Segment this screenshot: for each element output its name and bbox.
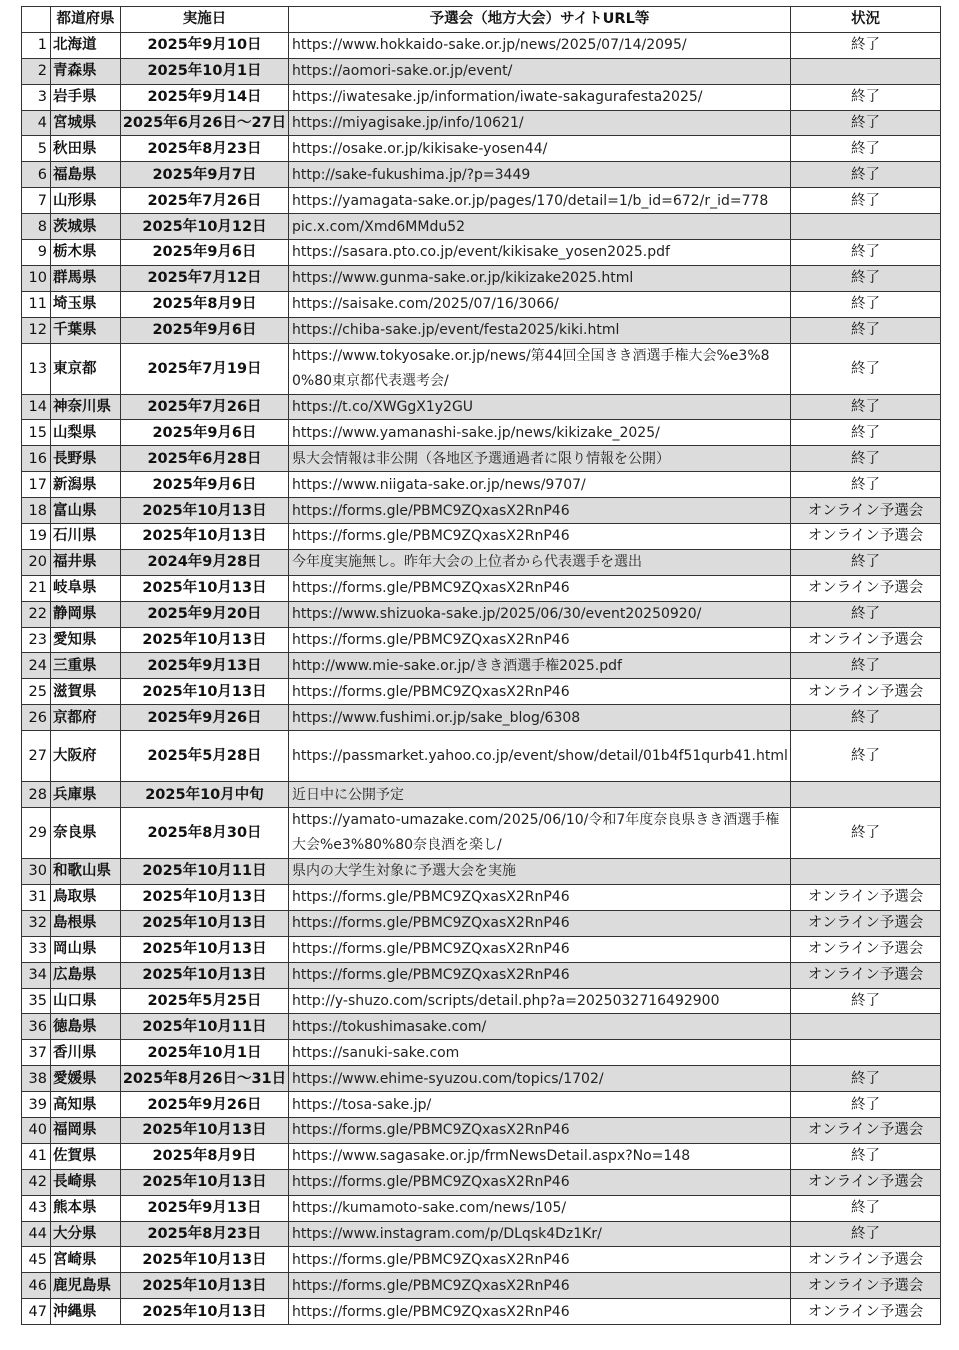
date-cell: 2025年8月30日 bbox=[121, 808, 289, 859]
table-row bbox=[22, 32, 941, 58]
prefecture-cell: 青森県 bbox=[51, 58, 121, 84]
url-cell: 近日中に公開予定 bbox=[289, 782, 791, 808]
status-cell: 終了 bbox=[791, 32, 941, 58]
row-number: 5 bbox=[22, 136, 51, 162]
row-number: 18 bbox=[22, 498, 51, 524]
status-cell: オンライン予選会 bbox=[791, 575, 941, 601]
date-cell: 2025年7月26日 bbox=[121, 188, 289, 214]
row-number: 21 bbox=[22, 575, 51, 601]
url-cell: https://sasara.pto.co.jp/event/kikisake_yosen2025.pdf bbox=[289, 240, 791, 266]
date-cell: 2025年9月26日 bbox=[121, 705, 289, 731]
date-cell: 2025年10月13日 bbox=[121, 962, 289, 988]
status-cell bbox=[791, 782, 941, 808]
date-cell: 2025年6月28日 bbox=[121, 446, 289, 472]
row-number: 44 bbox=[22, 1221, 51, 1247]
table-row bbox=[22, 1221, 941, 1247]
status-cell: オンライン予選会 bbox=[791, 884, 941, 910]
prefecture-cell: 岡山県 bbox=[51, 936, 121, 962]
table-row bbox=[22, 1247, 941, 1273]
status-cell bbox=[791, 859, 941, 885]
url-cell: https://chiba-sake.jp/event/festa2025/kiki.html bbox=[289, 317, 791, 343]
row-number: 42 bbox=[22, 1169, 51, 1195]
table-row bbox=[22, 317, 941, 343]
row-number: 36 bbox=[22, 1014, 51, 1040]
date-cell: 2025年5月25日 bbox=[121, 988, 289, 1014]
table-row bbox=[22, 1169, 941, 1195]
status-cell: オンライン予選会 bbox=[791, 1169, 941, 1195]
row-number: 16 bbox=[22, 446, 51, 472]
prefecture-cell: 熊本県 bbox=[51, 1195, 121, 1221]
date-cell: 2025年9月6日 bbox=[121, 317, 289, 343]
date-cell: 2025年9月20日 bbox=[121, 601, 289, 627]
date-cell: 2025年9月6日 bbox=[121, 240, 289, 266]
prefecture-cell: 北海道 bbox=[51, 32, 121, 58]
status-cell bbox=[791, 1014, 941, 1040]
status-cell: 終了 bbox=[791, 472, 941, 498]
date-cell: 2025年10月12日 bbox=[121, 214, 289, 240]
row-number: 23 bbox=[22, 627, 51, 653]
url-cell: https://yamagata-sake.or.jp/pages/170/detail=1/b_id=672/r_id=778 bbox=[289, 188, 791, 214]
table-row bbox=[22, 1066, 941, 1092]
table-row bbox=[22, 265, 941, 291]
url-cell: https://forms.gle/PBMC9ZQxasX2RnP46 bbox=[289, 1299, 791, 1325]
status-cell: 終了 bbox=[791, 265, 941, 291]
prefecture-cell: 石川県 bbox=[51, 524, 121, 550]
date-cell: 2025年10月13日 bbox=[121, 679, 289, 705]
status-cell: 終了 bbox=[791, 446, 941, 472]
status-cell: 終了 bbox=[791, 705, 941, 731]
prefecture-cell: 岩手県 bbox=[51, 84, 121, 110]
table-row bbox=[22, 343, 941, 394]
url-cell: 県大会情報は非公開（各地区予選通過者に限り情報を公開） bbox=[289, 446, 791, 472]
prefecture-cell: 神奈川県 bbox=[51, 394, 121, 420]
prefecture-cell: 山梨県 bbox=[51, 420, 121, 446]
table-row bbox=[22, 58, 941, 84]
row-number: 1 bbox=[22, 32, 51, 58]
prefecture-cell: 静岡県 bbox=[51, 601, 121, 627]
table-row bbox=[22, 936, 941, 962]
url-cell: https://forms.gle/PBMC9ZQxasX2RnP46 bbox=[289, 1247, 791, 1273]
row-number: 37 bbox=[22, 1040, 51, 1066]
date-cell: 2025年9月10日 bbox=[121, 32, 289, 58]
date-cell: 2025年5月28日 bbox=[121, 731, 289, 782]
row-number: 30 bbox=[22, 859, 51, 885]
prefecture-cell: 福井県 bbox=[51, 549, 121, 575]
status-cell: 終了 bbox=[791, 110, 941, 136]
status-cell: 終了 bbox=[791, 1143, 941, 1169]
table-row bbox=[22, 240, 941, 266]
date-cell: 2025年7月19日 bbox=[121, 343, 289, 394]
row-number: 12 bbox=[22, 317, 51, 343]
status-cell: 終了 bbox=[791, 240, 941, 266]
date-cell: 2025年8月9日 bbox=[121, 291, 289, 317]
prefecture-cell: 長野県 bbox=[51, 446, 121, 472]
table-row bbox=[22, 601, 941, 627]
url-cell: https://forms.gle/PBMC9ZQxasX2RnP46 bbox=[289, 1117, 791, 1143]
row-number: 43 bbox=[22, 1195, 51, 1221]
row-number: 11 bbox=[22, 291, 51, 317]
date-cell: 2025年10月中旬 bbox=[121, 782, 289, 808]
prefecture-cell: 広島県 bbox=[51, 962, 121, 988]
prefecture-cell: 愛媛県 bbox=[51, 1066, 121, 1092]
url-cell: https://www.niigata-sake.or.jp/news/9707/ bbox=[289, 472, 791, 498]
row-number: 47 bbox=[22, 1299, 51, 1325]
date-cell: 2025年10月13日 bbox=[121, 1247, 289, 1273]
row-number: 3 bbox=[22, 84, 51, 110]
qualifier-table bbox=[21, 6, 941, 1325]
url-cell: https://www.sagasake.or.jp/frmNewsDetail.aspx?No=148 bbox=[289, 1143, 791, 1169]
prefecture-cell: 栃木県 bbox=[51, 240, 121, 266]
status-cell: 終了 bbox=[791, 188, 941, 214]
date-cell: 2025年8月26日～31日 bbox=[121, 1066, 289, 1092]
url-cell: https://forms.gle/PBMC9ZQxasX2RnP46 bbox=[289, 962, 791, 988]
table-row bbox=[22, 188, 941, 214]
date-cell: 2025年9月6日 bbox=[121, 420, 289, 446]
status-cell: 終了 bbox=[791, 1195, 941, 1221]
status-cell: 終了 bbox=[791, 549, 941, 575]
url-cell: https://forms.gle/PBMC9ZQxasX2RnP46 bbox=[289, 575, 791, 601]
url-cell: https://forms.gle/PBMC9ZQxasX2RnP46 bbox=[289, 936, 791, 962]
row-number: 4 bbox=[22, 110, 51, 136]
table-row bbox=[22, 782, 941, 808]
status-cell bbox=[791, 58, 941, 84]
table-row bbox=[22, 549, 941, 575]
table-row bbox=[22, 653, 941, 679]
status-cell bbox=[791, 214, 941, 240]
row-number: 20 bbox=[22, 549, 51, 575]
header-url: 予選会（地方大会）サイトURL等 bbox=[289, 7, 791, 33]
row-number: 32 bbox=[22, 910, 51, 936]
row-number: 15 bbox=[22, 420, 51, 446]
row-number: 27 bbox=[22, 731, 51, 782]
row-number: 40 bbox=[22, 1117, 51, 1143]
status-cell: 終了 bbox=[791, 136, 941, 162]
table-row bbox=[22, 731, 941, 782]
row-number: 7 bbox=[22, 188, 51, 214]
date-cell: 2025年10月1日 bbox=[121, 1040, 289, 1066]
table-row bbox=[22, 394, 941, 420]
url-cell: https://miyagisake.jp/info/10621/ bbox=[289, 110, 791, 136]
url-cell: http://www.mie-sake.or.jp/きき酒選手権2025.pdf bbox=[289, 653, 791, 679]
row-number: 31 bbox=[22, 884, 51, 910]
header-prefecture: 都道府県 bbox=[51, 7, 121, 33]
prefecture-cell: 宮崎県 bbox=[51, 1247, 121, 1273]
table-row bbox=[22, 136, 941, 162]
url-cell: https://tokushimasake.com/ bbox=[289, 1014, 791, 1040]
row-number: 6 bbox=[22, 162, 51, 188]
status-cell: 終了 bbox=[791, 653, 941, 679]
row-number: 17 bbox=[22, 472, 51, 498]
prefecture-cell: 秋田県 bbox=[51, 136, 121, 162]
prefecture-cell: 山形県 bbox=[51, 188, 121, 214]
url-cell: https://kumamoto-sake.com/news/105/ bbox=[289, 1195, 791, 1221]
row-number: 9 bbox=[22, 240, 51, 266]
prefecture-cell: 滋賀県 bbox=[51, 679, 121, 705]
row-number: 29 bbox=[22, 808, 51, 859]
date-cell: 2025年9月6日 bbox=[121, 472, 289, 498]
prefecture-cell: 鹿児島県 bbox=[51, 1273, 121, 1299]
table-row bbox=[22, 1273, 941, 1299]
row-number: 13 bbox=[22, 343, 51, 394]
table-row bbox=[22, 1014, 941, 1040]
prefecture-cell: 富山県 bbox=[51, 498, 121, 524]
table-row bbox=[22, 291, 941, 317]
url-cell: https://passmarket.yahoo.co.jp/event/show/detail/01b4f51qurb41.html bbox=[289, 731, 791, 782]
status-cell: オンライン予選会 bbox=[791, 936, 941, 962]
url-cell: https://forms.gle/PBMC9ZQxasX2RnP46 bbox=[289, 498, 791, 524]
status-cell: 終了 bbox=[791, 601, 941, 627]
row-number: 45 bbox=[22, 1247, 51, 1273]
table-row bbox=[22, 1299, 941, 1325]
table-row bbox=[22, 214, 941, 240]
date-cell: 2025年10月13日 bbox=[121, 524, 289, 550]
table-row bbox=[22, 446, 941, 472]
prefecture-cell: 兵庫県 bbox=[51, 782, 121, 808]
row-number: 24 bbox=[22, 653, 51, 679]
prefecture-cell: 長崎県 bbox=[51, 1169, 121, 1195]
url-cell: https://forms.gle/PBMC9ZQxasX2RnP46 bbox=[289, 1169, 791, 1195]
prefecture-cell: 佐賀県 bbox=[51, 1143, 121, 1169]
row-number: 41 bbox=[22, 1143, 51, 1169]
row-number: 19 bbox=[22, 524, 51, 550]
row-number: 34 bbox=[22, 962, 51, 988]
date-cell: 2025年9月26日 bbox=[121, 1092, 289, 1118]
status-cell: オンライン予選会 bbox=[791, 962, 941, 988]
url-cell: https://forms.gle/PBMC9ZQxasX2RnP46 bbox=[289, 679, 791, 705]
date-cell: 2025年9月13日 bbox=[121, 653, 289, 679]
date-cell: 2025年9月7日 bbox=[121, 162, 289, 188]
url-cell: 県内の大学生対象に予選大会を実施 bbox=[289, 859, 791, 885]
url-cell: https://www.tokyosake.or.jp/news/第44回全国きき酒選手権大会%e3%80%80東京都代表選考会/ bbox=[289, 343, 791, 394]
status-cell: 終了 bbox=[791, 394, 941, 420]
row-number: 39 bbox=[22, 1092, 51, 1118]
url-cell: https://osake.or.jp/kikisake-yosen44/ bbox=[289, 136, 791, 162]
table-row bbox=[22, 884, 941, 910]
date-cell: 2025年10月13日 bbox=[121, 1273, 289, 1299]
prefecture-cell: 鳥取県 bbox=[51, 884, 121, 910]
url-cell: https://t.co/XWGgX1y2GU bbox=[289, 394, 791, 420]
table-row bbox=[22, 162, 941, 188]
table-row bbox=[22, 524, 941, 550]
prefecture-cell: 千葉県 bbox=[51, 317, 121, 343]
table-row bbox=[22, 1117, 941, 1143]
prefecture-cell: 沖縄県 bbox=[51, 1299, 121, 1325]
row-number: 25 bbox=[22, 679, 51, 705]
table-row bbox=[22, 679, 941, 705]
date-cell: 2025年10月1日 bbox=[121, 58, 289, 84]
status-cell: オンライン予選会 bbox=[791, 1273, 941, 1299]
date-cell: 2025年10月13日 bbox=[121, 575, 289, 601]
prefecture-cell: 埼玉県 bbox=[51, 291, 121, 317]
date-cell: 2025年7月12日 bbox=[121, 265, 289, 291]
url-cell: https://www.fushimi.or.jp/sake_blog/6308 bbox=[289, 705, 791, 731]
status-cell: オンライン予選会 bbox=[791, 679, 941, 705]
row-number: 33 bbox=[22, 936, 51, 962]
table-row bbox=[22, 110, 941, 136]
status-cell: オンライン予選会 bbox=[791, 910, 941, 936]
url-cell: https://saisake.com/2025/07/16/3066/ bbox=[289, 291, 791, 317]
status-cell: オンライン予選会 bbox=[791, 627, 941, 653]
url-cell: pic.x.com/Xmd6MMdu52 bbox=[289, 214, 791, 240]
prefecture-cell: 高知県 bbox=[51, 1092, 121, 1118]
row-number: 46 bbox=[22, 1273, 51, 1299]
status-cell: オンライン予選会 bbox=[791, 1117, 941, 1143]
url-cell: https://yamato-umazake.com/2025/06/10/令和7年度奈良県きき酒選手権大会%e3%80%80奈良酒を楽し/ bbox=[289, 808, 791, 859]
url-cell: https://forms.gle/PBMC9ZQxasX2RnP46 bbox=[289, 884, 791, 910]
status-cell: オンライン予選会 bbox=[791, 498, 941, 524]
date-cell: 2025年10月13日 bbox=[121, 1117, 289, 1143]
prefecture-cell: 福岡県 bbox=[51, 1117, 121, 1143]
date-cell: 2025年9月13日 bbox=[121, 1195, 289, 1221]
prefecture-cell: 徳島県 bbox=[51, 1014, 121, 1040]
url-cell: https://tosa-sake.jp/ bbox=[289, 1092, 791, 1118]
table-body bbox=[22, 32, 941, 1324]
prefecture-cell: 新潟県 bbox=[51, 472, 121, 498]
status-cell: 終了 bbox=[791, 291, 941, 317]
url-cell: https://www.gunma-sake.or.jp/kikizake2025.html bbox=[289, 265, 791, 291]
date-cell: 2025年7月26日 bbox=[121, 394, 289, 420]
status-cell: 終了 bbox=[791, 808, 941, 859]
table-row bbox=[22, 808, 941, 859]
date-cell: 2025年6月26日～27日 bbox=[121, 110, 289, 136]
date-cell: 2025年10月13日 bbox=[121, 910, 289, 936]
prefecture-cell: 京都府 bbox=[51, 705, 121, 731]
url-cell: https://forms.gle/PBMC9ZQxasX2RnP46 bbox=[289, 524, 791, 550]
table-row bbox=[22, 859, 941, 885]
table-row bbox=[22, 498, 941, 524]
prefecture-cell: 和歌山県 bbox=[51, 859, 121, 885]
table-row bbox=[22, 627, 941, 653]
url-cell: https://iwatesake.jp/information/iwate-sakagurafesta2025/ bbox=[289, 84, 791, 110]
prefecture-cell: 福島県 bbox=[51, 162, 121, 188]
date-cell: 2025年10月13日 bbox=[121, 498, 289, 524]
url-cell: https://www.instagram.com/p/DLqsk4Dz1Kr/ bbox=[289, 1221, 791, 1247]
prefecture-cell: 愛知県 bbox=[51, 627, 121, 653]
row-number: 10 bbox=[22, 265, 51, 291]
status-cell: オンライン予選会 bbox=[791, 1299, 941, 1325]
table-row bbox=[22, 705, 941, 731]
date-cell: 2025年8月23日 bbox=[121, 136, 289, 162]
status-cell: 終了 bbox=[791, 1066, 941, 1092]
date-cell: 2025年8月23日 bbox=[121, 1221, 289, 1247]
table-row bbox=[22, 420, 941, 446]
status-cell: 終了 bbox=[791, 420, 941, 446]
prefecture-cell: 群馬県 bbox=[51, 265, 121, 291]
url-cell: http://sake-fukushima.jp/?p=3449 bbox=[289, 162, 791, 188]
date-cell: 2025年10月13日 bbox=[121, 884, 289, 910]
prefecture-cell: 三重県 bbox=[51, 653, 121, 679]
date-cell: 2025年10月13日 bbox=[121, 1169, 289, 1195]
prefecture-cell: 大分県 bbox=[51, 1221, 121, 1247]
date-cell: 2025年8月9日 bbox=[121, 1143, 289, 1169]
date-cell: 2025年9月14日 bbox=[121, 84, 289, 110]
url-cell: https://forms.gle/PBMC9ZQxasX2RnP46 bbox=[289, 910, 791, 936]
row-number: 8 bbox=[22, 214, 51, 240]
prefecture-cell: 大阪府 bbox=[51, 731, 121, 782]
prefecture-cell: 茨城県 bbox=[51, 214, 121, 240]
date-cell: 2025年10月11日 bbox=[121, 859, 289, 885]
table-row bbox=[22, 910, 941, 936]
prefecture-cell: 島根県 bbox=[51, 910, 121, 936]
prefecture-cell: 岐阜県 bbox=[51, 575, 121, 601]
table-row bbox=[22, 84, 941, 110]
status-cell: オンライン予選会 bbox=[791, 524, 941, 550]
row-number: 26 bbox=[22, 705, 51, 731]
url-cell: https://aomori-sake.or.jp/event/ bbox=[289, 58, 791, 84]
date-cell: 2025年10月13日 bbox=[121, 627, 289, 653]
status-cell: 終了 bbox=[791, 84, 941, 110]
status-cell: オンライン予選会 bbox=[791, 1247, 941, 1273]
url-cell: http://y-shuzo.com/scripts/detail.php?a=2025032716492900 bbox=[289, 988, 791, 1014]
status-cell: 終了 bbox=[791, 988, 941, 1014]
url-cell: https://www.hokkaido-sake.or.jp/news/2025/07/14/2095/ bbox=[289, 32, 791, 58]
header-number bbox=[22, 7, 51, 33]
date-cell: 2024年9月28日 bbox=[121, 549, 289, 575]
url-cell: https://sanuki-sake.com bbox=[289, 1040, 791, 1066]
header-date: 実施日 bbox=[121, 7, 289, 33]
row-number: 14 bbox=[22, 394, 51, 420]
status-cell: 終了 bbox=[791, 162, 941, 188]
row-number: 2 bbox=[22, 58, 51, 84]
table-row bbox=[22, 575, 941, 601]
status-cell: 終了 bbox=[791, 1092, 941, 1118]
row-number: 28 bbox=[22, 782, 51, 808]
status-cell: 終了 bbox=[791, 317, 941, 343]
header-row bbox=[22, 7, 941, 33]
url-cell: https://www.yamanashi-sake.jp/news/kikizake_2025/ bbox=[289, 420, 791, 446]
prefecture-cell: 宮城県 bbox=[51, 110, 121, 136]
table-row bbox=[22, 962, 941, 988]
table-row bbox=[22, 1143, 941, 1169]
prefecture-cell: 奈良県 bbox=[51, 808, 121, 859]
prefecture-cell: 東京都 bbox=[51, 343, 121, 394]
status-cell: 終了 bbox=[791, 343, 941, 394]
row-number: 35 bbox=[22, 988, 51, 1014]
url-cell: 今年度実施無し。昨年大会の上位者から代表選手を選出 bbox=[289, 549, 791, 575]
prefecture-cell: 香川県 bbox=[51, 1040, 121, 1066]
url-cell: https://forms.gle/PBMC9ZQxasX2RnP46 bbox=[289, 1273, 791, 1299]
prefecture-cell: 山口県 bbox=[51, 988, 121, 1014]
table-row bbox=[22, 1092, 941, 1118]
table-row bbox=[22, 472, 941, 498]
date-cell: 2025年10月13日 bbox=[121, 1299, 289, 1325]
status-cell bbox=[791, 1040, 941, 1066]
header-status: 状況 bbox=[791, 7, 941, 33]
table-row bbox=[22, 1195, 941, 1221]
date-cell: 2025年10月13日 bbox=[121, 936, 289, 962]
row-number: 38 bbox=[22, 1066, 51, 1092]
status-cell: 終了 bbox=[791, 1221, 941, 1247]
table-row bbox=[22, 988, 941, 1014]
url-cell: https://www.shizuoka-sake.jp/2025/06/30/event20250920/ bbox=[289, 601, 791, 627]
date-cell: 2025年10月11日 bbox=[121, 1014, 289, 1040]
table-row bbox=[22, 1040, 941, 1066]
row-number: 22 bbox=[22, 601, 51, 627]
status-cell: 終了 bbox=[791, 731, 941, 782]
url-cell: https://forms.gle/PBMC9ZQxasX2RnP46 bbox=[289, 627, 791, 653]
url-cell: https://www.ehime-syuzou.com/topics/1702/ bbox=[289, 1066, 791, 1092]
